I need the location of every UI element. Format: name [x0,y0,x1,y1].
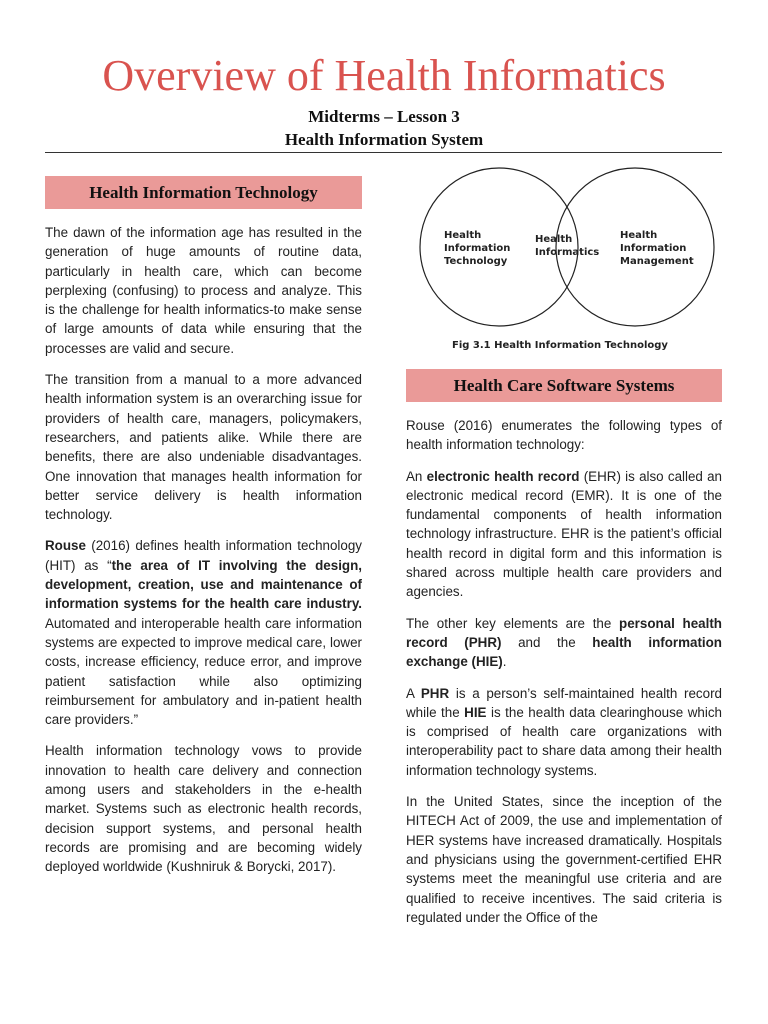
text-span: The other key elements are the [406,615,620,631]
bold-text: Rouse [45,538,86,554]
venn-label-center: Health Informatics [535,234,600,258]
bold-text: the area of IT involving the design, development, creation, use and maintenance of information systems for the health care industry. [45,557,363,612]
venn-diagram [406,162,722,358]
bold-text: HIE [464,704,487,720]
document-title: Overview of Health Informatics [102,51,666,100]
section-heading-software: Health Care Software Systems [406,369,722,402]
text-span: . [502,654,507,670]
paragraph: Health information technology vows to provide innovation to health care delivery and connection among users and stakeholders in the e-health market. Systems such as electronic health records, decision support systems, and personal health records are promising and are becoming widely deployed worldwide (Kushniruk & Borycki, 2017). [45,743,362,875]
paragraph: The dawn of the information age has resulted in the generation of huge amounts of routine data, particularly in health care, which can become perplexing (confusing) to process and analyze. This is the challenge for health informatics-to make sense of large amounts of data while ensuring that the processes are valid and secure. [45,225,362,356]
bold-text: PHR [420,685,450,701]
section-heading-hit: Health Information Technology [45,176,362,209]
bold-text: personal health record (PHR) [406,615,722,650]
paragraph [406,467,722,602]
bold-text: health information exchange (HIE) [406,634,722,670]
text-span: is a person’s self-maintained health record while the [406,685,722,720]
venn-label-left: Health Information Technology [444,230,511,267]
paragraph: Rouse (2016) enumerates the following types of health information technology: [406,418,722,453]
text-span: (2016) defines health information technology (HIT) as “ [45,538,362,573]
header-divider [45,152,722,153]
paragraph: The transition from a manual to a more advanced health information system is an overarching issue for providers of health care, managers, policymakers, researchers, and patients alike. While there are benefits, there are also undeniable disadvantages. One innovation that manages health information for better service delivery is health information technology. [45,372,362,523]
lesson-subtitle: Midterms – Lesson 3 [308,107,460,126]
topic-subtitle: Health Information System [284,130,484,149]
text-span: is the health data clearinghouse which is comprised of health care organizations with interoperability pact to share data among their health information technology systems. [406,704,722,778]
text-span: (EHR) is also called an electronic medical record (EMR). It is one of the fundamental components of health information technology infrastructure. EHR is the patient’s official health record in digital form and this information is shared across multiple health care providers and agencies. [406,468,722,600]
text-span: An [406,468,427,484]
left-column [45,176,362,889]
paragraph [406,614,722,672]
text-span: Automated and interoperable health care information systems are expected to improve medical care, lower costs, increase efficiency, reduce error, and improve patient satisfaction while also optimizing reimbursement for ambulatory and in-patient health care providers.” [45,615,362,728]
paragraph [45,536,362,729]
bold-text: electronic health record [426,468,580,484]
right-column [406,369,722,939]
text-span: and the [501,634,593,650]
text-span: A [406,685,421,701]
paragraph [406,684,722,780]
paragraph: In the United States, since the inception of the HITECH Act of 2009, the use and implementation of HER systems have increased dramatically. Hospitals and physicians using the government-certified EHR systems meet the meaningful use criteria and are qualified to receive incentives. The said criteria is regulated under the Office of the [406,794,722,925]
venn-label-right: Health Information Management [620,230,694,267]
figure-caption: Fig 3.1 Health Information Technology [452,340,668,351]
